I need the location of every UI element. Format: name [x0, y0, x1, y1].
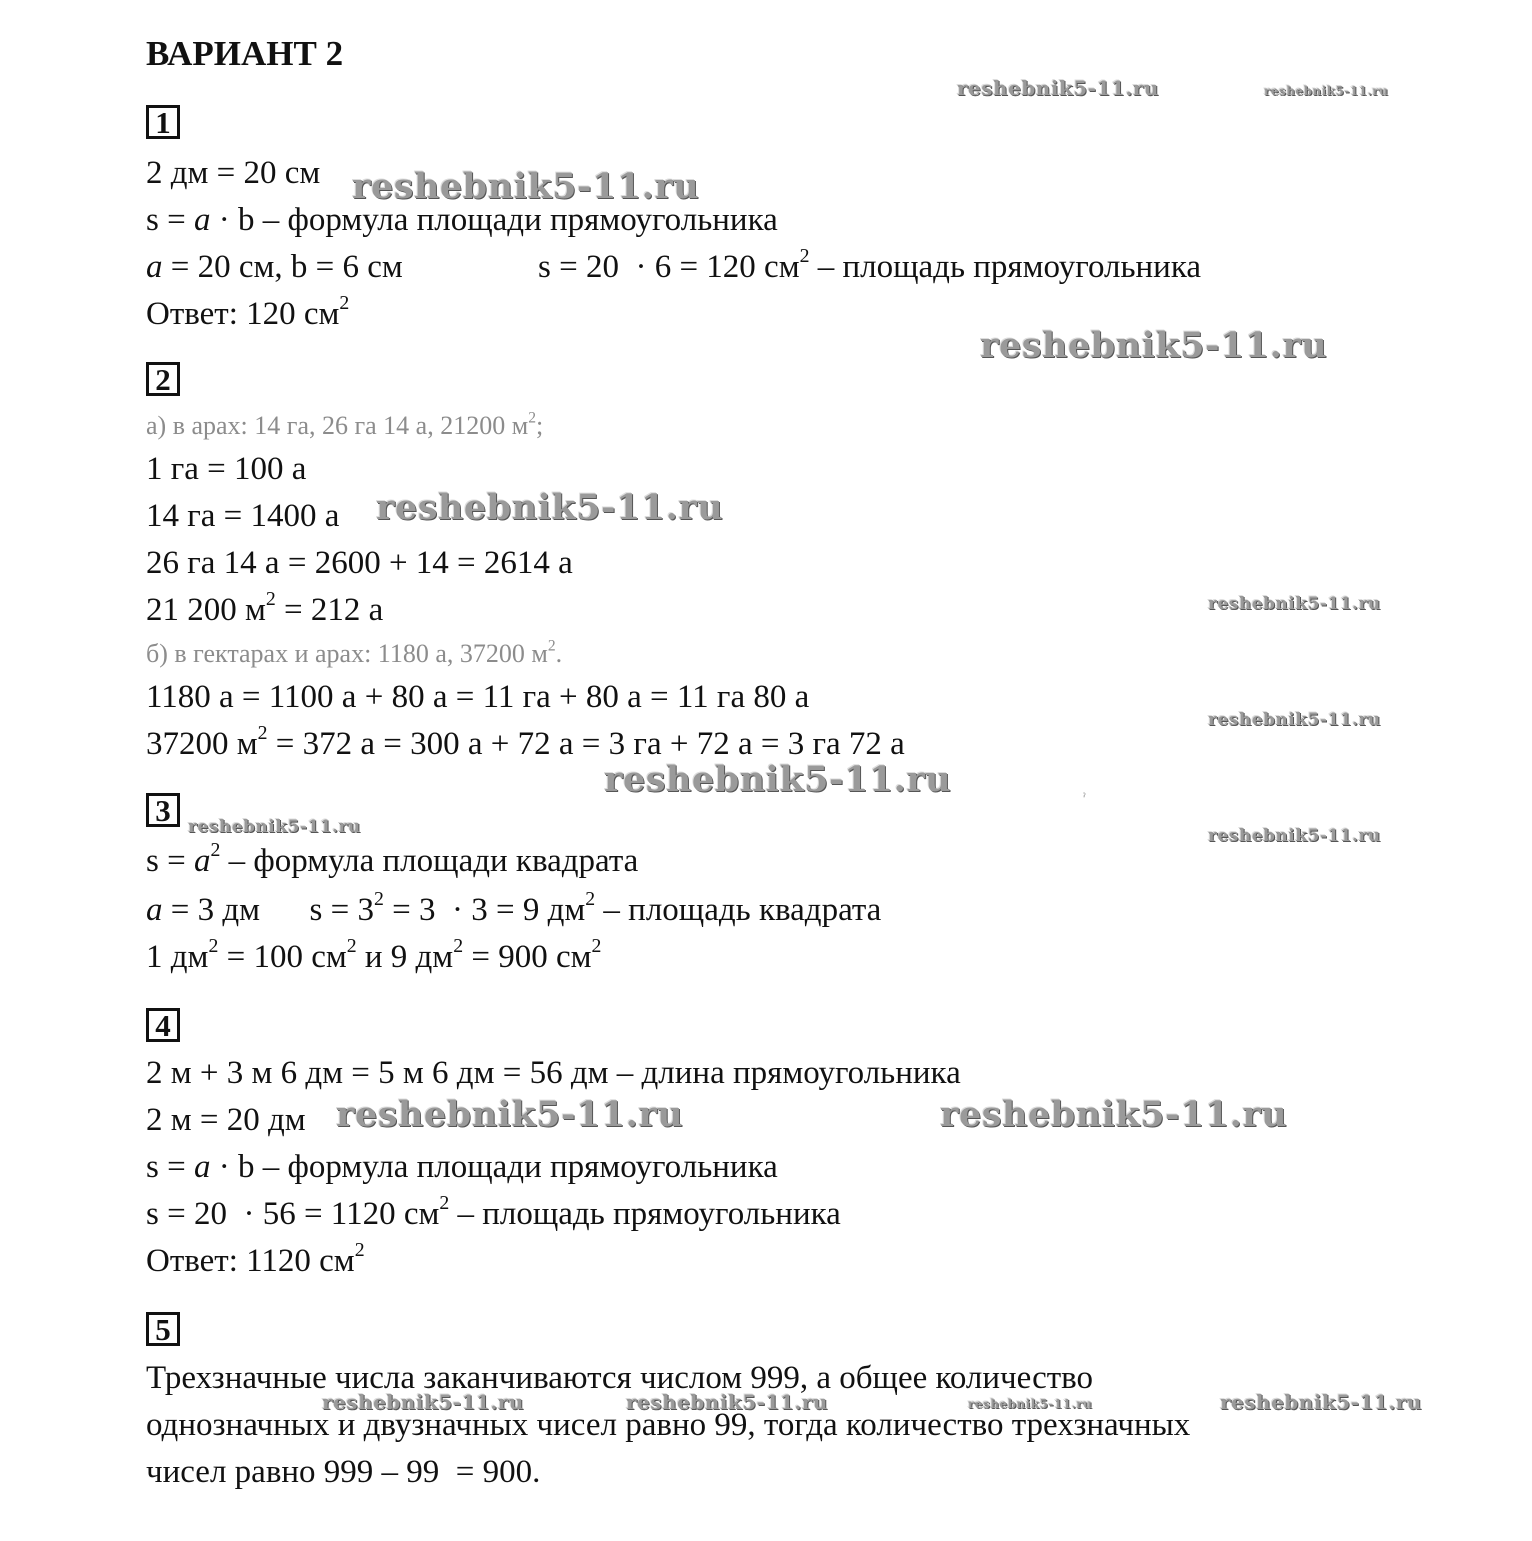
task3-line1: $s = a^2$ – формула площади квадрата [146, 839, 639, 879]
scan-speck: ˀ [1083, 792, 1086, 803]
task-number-2: 2 [146, 362, 180, 396]
task3-line2: a = 3 дм $s = 3^2 = 3 \cdot 3 = 9$ $дм^2$ – площадь квадрата [146, 888, 882, 928]
watermark: reshebnik5-11.ru [1208, 826, 1381, 846]
task1-line2: s = a · b – формула площади прямоугольника [146, 202, 778, 238]
watermark: reshebnik5-11.ru [1208, 710, 1381, 730]
task-number-1: 1 [146, 105, 180, 139]
watermark: reshebnik5-11.ru [980, 325, 1328, 366]
watermark: reshebnik5-11.ru [188, 817, 361, 837]
task-number-4: 4 [146, 1008, 180, 1042]
watermark: reshebnik5-11.ru [336, 1094, 684, 1135]
task2-line5: 1180 а = 1100 а + 80 а = 11 га + 80 а = 11 га 80 а [146, 679, 810, 715]
task2-prompt-a: а) в арах: 14 га, 26 га 14 а, 21200 $м^2$; [146, 409, 544, 440]
watermark: reshebnik5-11.ru [626, 1390, 828, 1414]
watermark: reshebnik5-11.ru [322, 1390, 524, 1414]
task2-line3: 26 га 14 а = 2600 + 14 = 2614 а [146, 545, 573, 581]
task2-prompt-b: б) в гектарах и арах: 1180 а, 37200 $м^2$. [146, 637, 563, 668]
watermark: reshebnik5-11.ru [1208, 594, 1381, 614]
task1-line1: 2 дм = 20 см [146, 155, 321, 191]
task4-answer: Ответ: 1120 $см^2$ [146, 1239, 365, 1279]
watermark: reshebnik5-11.ru [352, 166, 700, 207]
watermark: reshebnik5-11.ru [1264, 84, 1389, 98]
task4-line2: 2 м = 20 дм [146, 1102, 306, 1138]
task1-answer: Ответ: 120 $см^2$ [146, 292, 350, 332]
task2-line2: 14 га = 1400 а [146, 498, 340, 534]
task2-line4: 21 200 $м^2 = 212$ а [146, 588, 384, 628]
task-number-3: 3 [146, 793, 180, 827]
task3-line3: 1 $дм^2 = 100$ $см^2$ и 9 $дм^2 = 900$ $см^2$ [146, 935, 602, 975]
task4-line3: s = a · b – формула площади прямоугольника [146, 1149, 778, 1185]
task5-line3: чисел равно 999 – 99 = 900. [146, 1454, 541, 1490]
task1-line3: a = 20 см, b = 6 см s = 20 · 6 = 120 $см^2$ – площадь прямоугольника [146, 245, 1202, 285]
task4-line1: 2 м + 3 м 6 дм = 5 м 6 дм = 56 дм – длина прямоугольника [146, 1055, 961, 1091]
task2-line6: 37200 $м^2 = 372$ а = 300 а + 72 а = 3 га + 72 а = 3 га 72 а [146, 722, 905, 762]
watermark: reshebnik5-11.ru [940, 1094, 1288, 1135]
watermark: reshebnik5-11.ru [957, 76, 1159, 100]
task-number-5: 5 [146, 1312, 180, 1346]
watermark: reshebnik5-11.ru [1220, 1390, 1422, 1414]
watermark: reshebnik5-11.ru [376, 487, 724, 528]
task5-line2: однозначных и двузначных чисел равно 99, тогда количество трехзначных [146, 1407, 1191, 1443]
page-title: ВАРИАНТ 2 [146, 34, 344, 73]
task5-line1: Трехзначные числа заканчиваются числом 999, а общее количество [146, 1360, 1094, 1396]
watermark: reshebnik5-11.ru [968, 1397, 1093, 1411]
task4-line4: s = 20 · 56 = 1120 $см^2$ – площадь прямоугольника [146, 1192, 841, 1232]
task2-line1: 1 га = 100 а [146, 451, 307, 487]
watermark: reshebnik5-11.ru [604, 759, 952, 800]
